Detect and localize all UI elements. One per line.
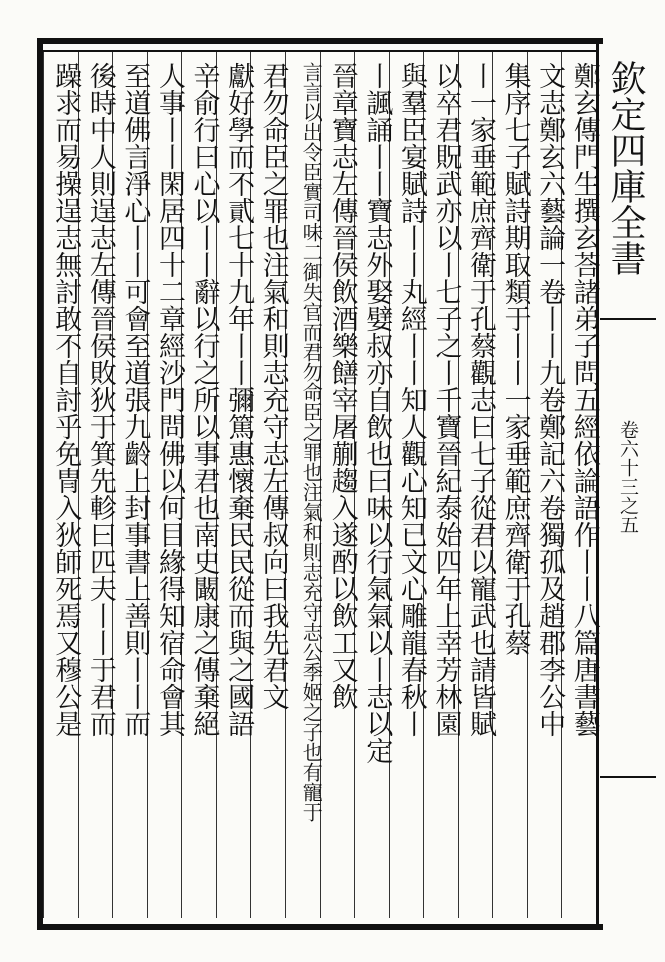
margin-tick-top (600, 318, 656, 320)
column-text: 與羣臣宴賦詩丨丨丸經丨丨知人觀心知已文心雕龍春秋丨 (395, 62, 427, 737)
text-column (40, 62, 80, 737)
column-text: 文志鄭玄六藝論一卷丨丨九卷鄭記六卷獨孤及趙郡李公中 (534, 62, 566, 737)
column-text: 鄭玄傳門生撰玄荅諸弟子問五經依論語作丨丨八篇唐書藝 (568, 62, 600, 737)
book-title: 欽定四庫全書 (605, 60, 646, 276)
column-text: 至道佛言淨心丨丨可會至道張九齡上封事書上善則丨丨而 (119, 62, 151, 737)
top-rule (37, 50, 597, 52)
column-text: 辛俞行曰心以丨丨辭以行之所以事君也南史闞康之傳棄絕 (188, 62, 220, 737)
column-text: 言言以出令臣實司味二御失官而君勿命臣之罪也注氣和則志充守志公季姬之子也有寵于 (299, 62, 324, 822)
margin-tick-bottom (600, 776, 656, 778)
column-text: 人事丨丨閑居四十二章經沙門問佛以何目緣得知宿命會其 (153, 62, 185, 737)
column-text: 丨諷誦丨丨寶志外娶嬖叔亦自飲也曰味以行氣氣以丨志以定 (361, 62, 393, 764)
chapter-label: 卷六十三之五 (617, 420, 639, 534)
column-text: 丨一家垂範庶齊衛于孔蔡觀志曰七子從君以寵武也請皆賦 (465, 62, 497, 737)
column-text: 獻好學而不貳七十九年丨丨彌篤惠懷棄民民從而與之國語 (223, 62, 255, 737)
column-text: 躁求而易操逞志無討敢不自討乎免冑入狄師死焉又穆公是 (50, 62, 82, 737)
column-text: 後時中人則逞志左傳晉侯敗狄于箕先軫曰匹夫丨丨于君而 (84, 62, 116, 737)
text-column (455, 62, 495, 737)
column-text: 晉章寶志左傳晉侯飲酒樂饍宰屠蒯趨入遂酌以飲工又飲 (326, 62, 358, 710)
column-text: 君勿命臣之罪也注氣和則志充守志左傳叔向曰我先君文 (257, 62, 289, 710)
column-text: 以卒君貺武亦以丨七子之丨千寶晉紀泰始四年上幸芳林園 (430, 62, 462, 737)
column-text: 集序七子賦詩期取類于丨丨一家垂範庶齊衛于孔蔡 (499, 62, 531, 656)
